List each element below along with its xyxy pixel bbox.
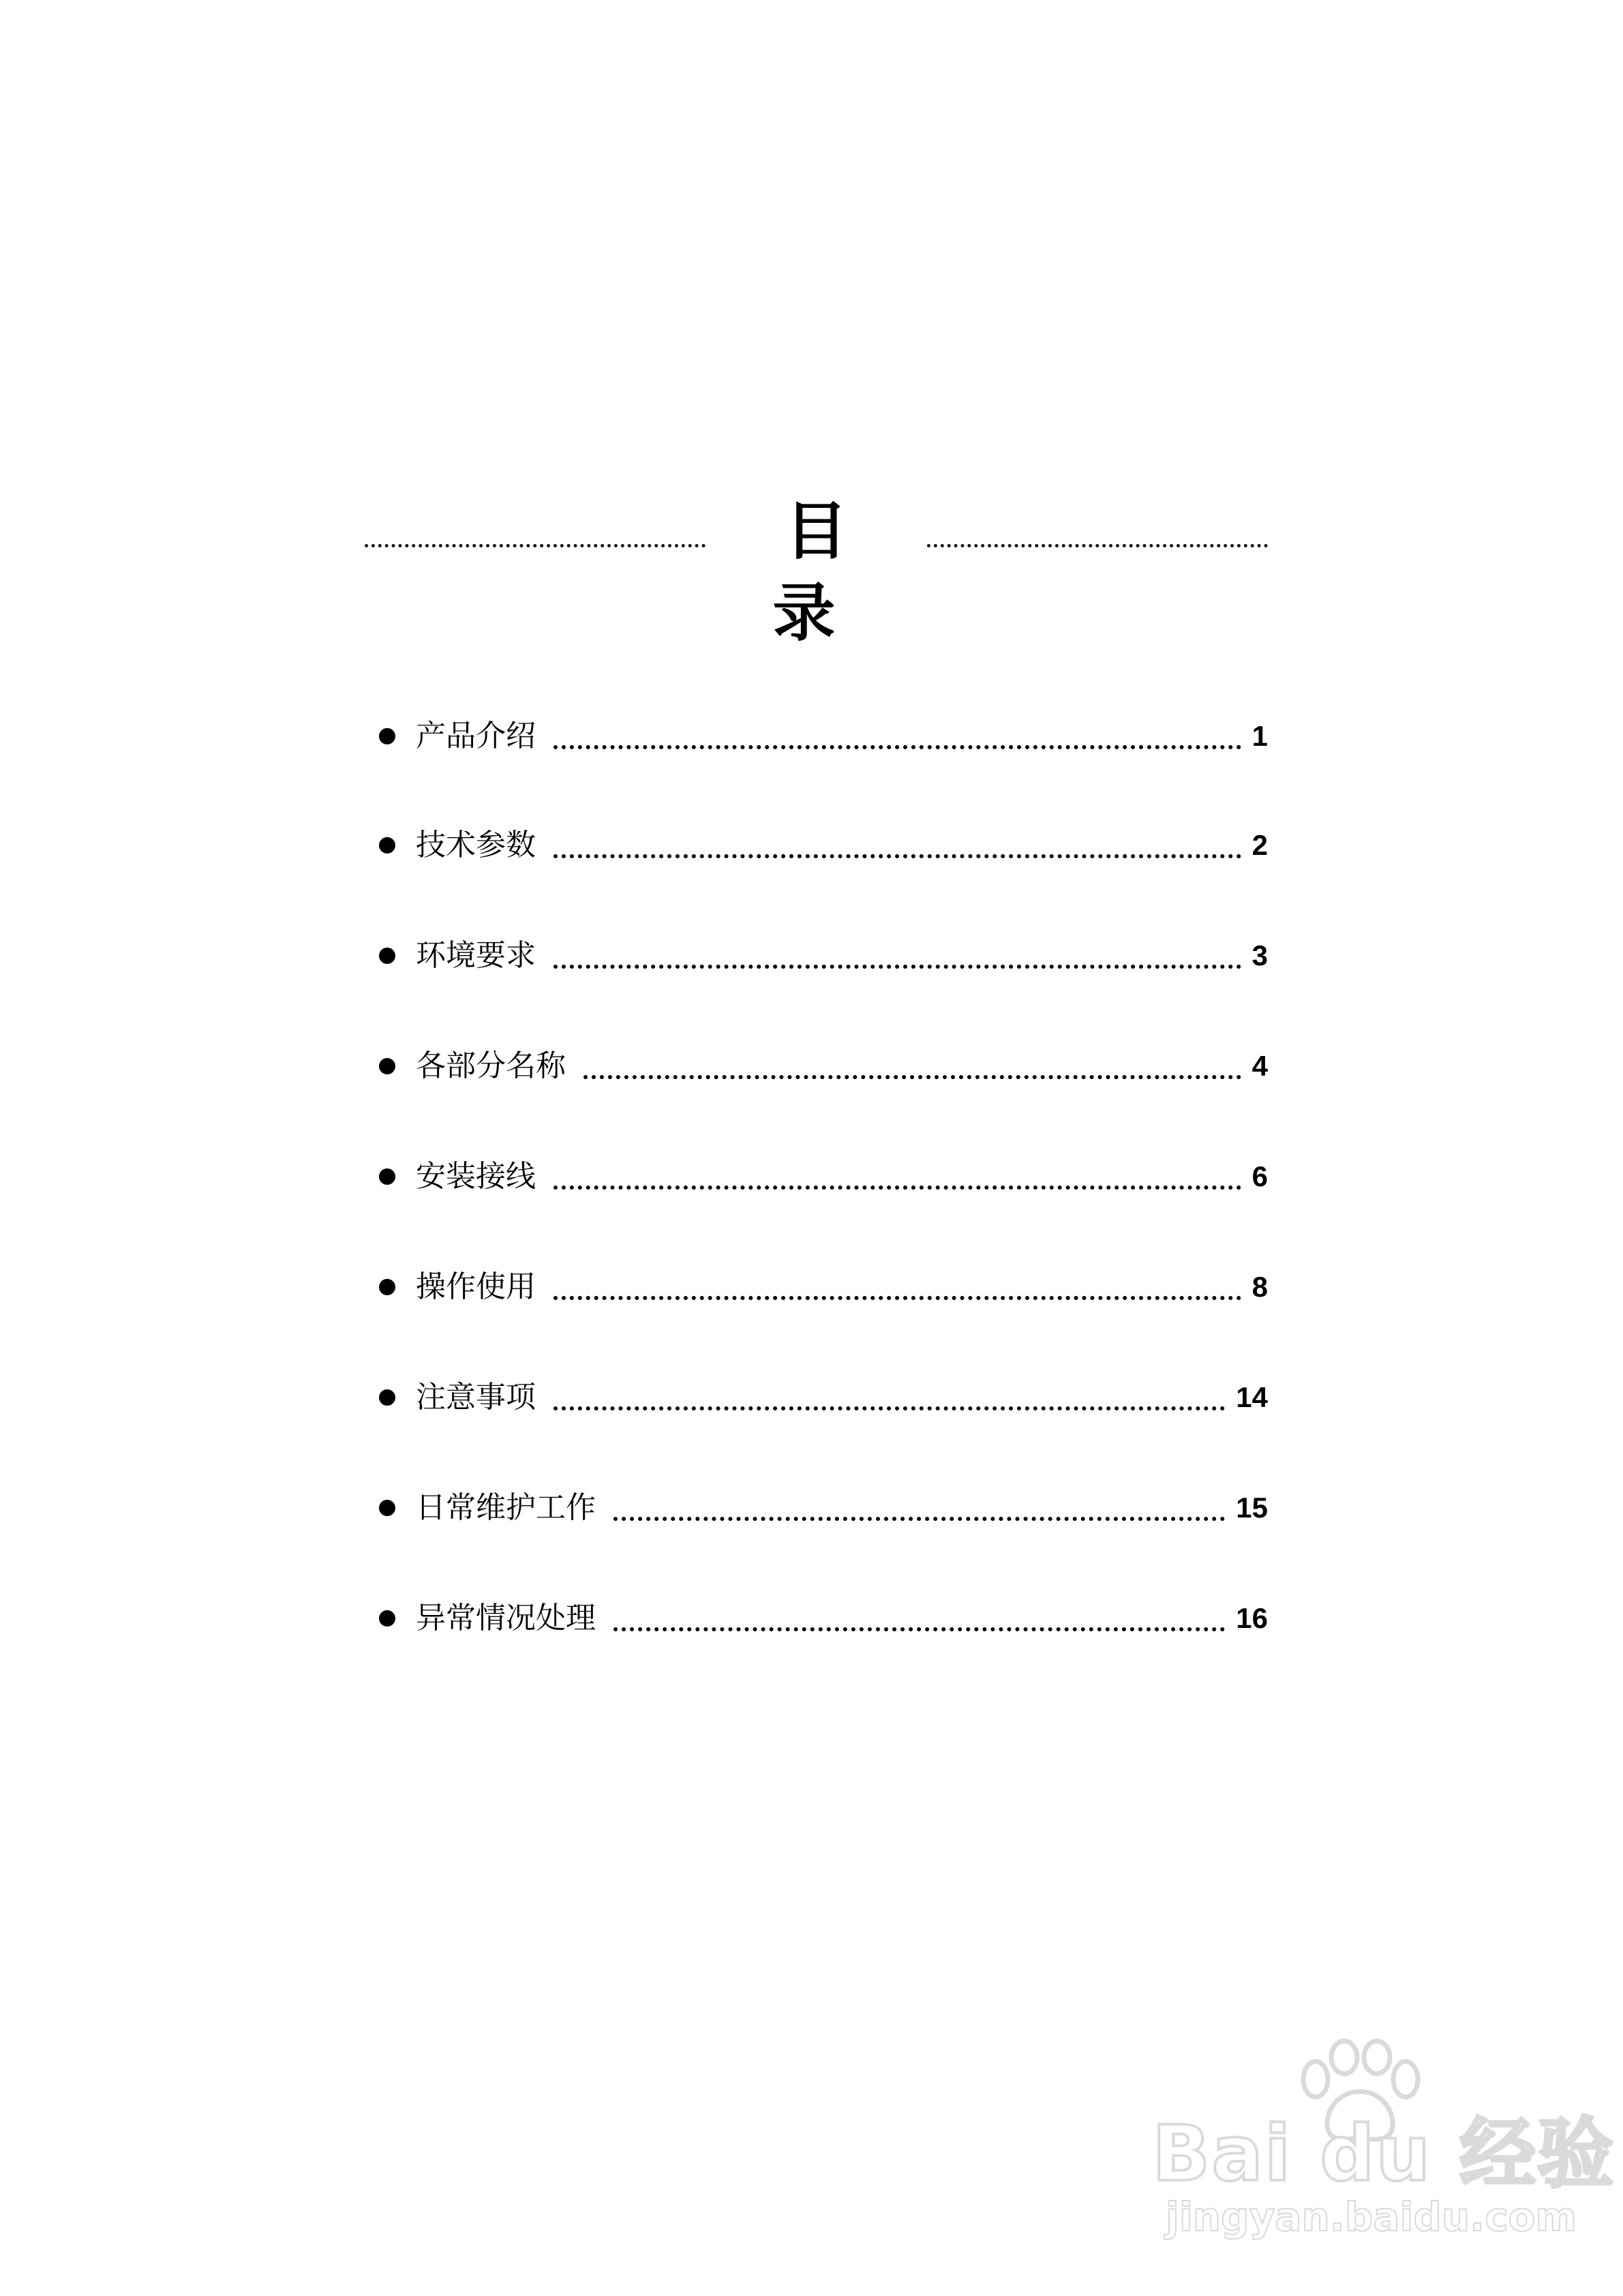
bullet-icon xyxy=(379,1500,395,1516)
toc-entry-page-number: 2 xyxy=(1252,829,1268,861)
toc-title-row xyxy=(365,491,1268,650)
dot-leader xyxy=(553,965,1241,969)
dot-leader xyxy=(613,1627,1225,1631)
toc-entry-troubleshooting[interactable] xyxy=(375,1591,1268,1646)
toc-entry-label: 注意事项 xyxy=(416,1380,536,1415)
toc-entry-label: 各部分名称 xyxy=(416,1048,566,1083)
baidu-jingyan-watermark xyxy=(1152,2038,1616,2243)
toc-entry-page-number: 15 xyxy=(1236,1492,1268,1524)
toc-title: 目 录 xyxy=(772,495,873,650)
bullet-icon xyxy=(379,728,395,744)
dot-leader xyxy=(553,1406,1225,1410)
toc-entry-page-number: 16 xyxy=(1236,1602,1268,1634)
bullet-icon xyxy=(379,1279,395,1295)
dot-leader xyxy=(553,854,1241,858)
watermark-url-text: jingyan.baidu.com xyxy=(1166,2194,1577,2240)
toc-entry-label: 日常维护工作 xyxy=(416,1490,596,1525)
toc-entry-operation[interactable] xyxy=(375,1260,1268,1314)
toc-entry-precautions[interactable] xyxy=(375,1370,1268,1425)
toc-entry-label: 安装接线 xyxy=(416,1159,536,1194)
bullet-icon xyxy=(379,1389,395,1406)
dot-leader xyxy=(583,1075,1241,1079)
toc-entry-product-intro[interactable] xyxy=(375,709,1268,764)
toc-entry-label: 操作使用 xyxy=(416,1269,536,1304)
toc-entry-installation[interactable] xyxy=(375,1149,1268,1204)
dot-leader xyxy=(553,1296,1241,1300)
toc-entry-label: 技术参数 xyxy=(416,828,536,862)
toc-entry-tech-params[interactable] xyxy=(375,818,1268,873)
toc-entry-page-number: 3 xyxy=(1252,939,1268,971)
toc-entry-page-number: 4 xyxy=(1252,1050,1268,1082)
toc-entry-page-number: 8 xyxy=(1252,1271,1268,1303)
toc-entry-page-number: 14 xyxy=(1236,1381,1268,1413)
dot-leader xyxy=(553,1185,1241,1190)
toc-entry-part-names[interactable] xyxy=(375,1039,1268,1093)
toc-entry-maintenance[interactable] xyxy=(375,1481,1268,1535)
dot-leader xyxy=(553,745,1241,749)
title-left-dotted-rule xyxy=(365,544,706,547)
dot-leader xyxy=(613,1517,1225,1521)
toc-entry-page-number: 6 xyxy=(1252,1160,1268,1192)
bullet-icon xyxy=(379,837,395,854)
toc-entry-label: 环境要求 xyxy=(416,938,536,973)
toc-entry-environment[interactable] xyxy=(375,928,1268,983)
bullet-icon xyxy=(379,1610,395,1627)
bullet-icon xyxy=(379,1168,395,1185)
watermark-brand-text: Bai du 经验 xyxy=(1152,2110,1616,2199)
bullet-icon xyxy=(379,948,395,964)
bullet-icon xyxy=(379,1058,395,1074)
title-right-dotted-rule xyxy=(927,544,1268,547)
toc-entry-label: 异常情况处理 xyxy=(416,1601,596,1635)
toc-entry-label: 产品介绍 xyxy=(416,719,536,753)
toc-entry-page-number: 1 xyxy=(1252,720,1268,752)
